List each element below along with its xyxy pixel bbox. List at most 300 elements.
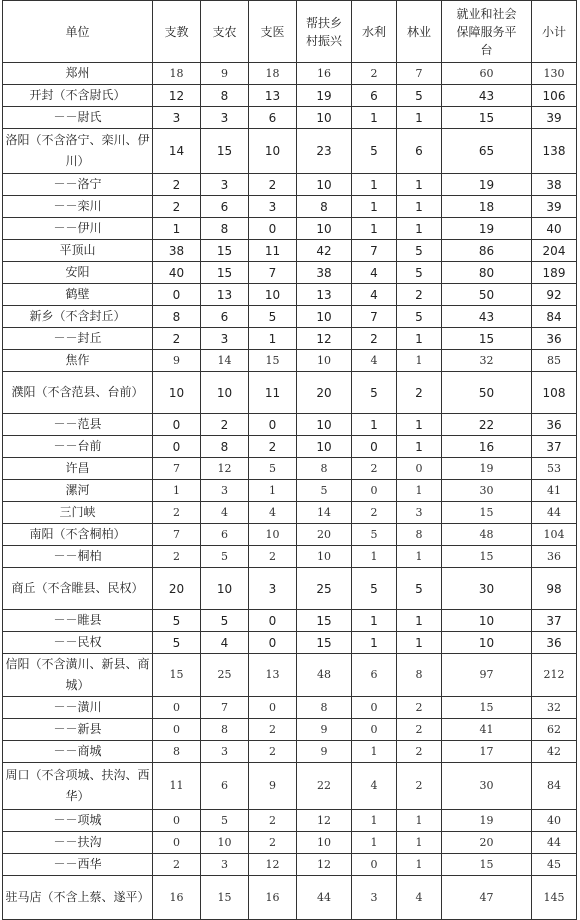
cell-unit: －－商城 — [3, 741, 153, 763]
cell-rural-revitalization: 10 — [297, 436, 352, 458]
cell-agriculture: 7 — [201, 697, 249, 719]
cell-subtotal: 36 — [532, 546, 577, 568]
table-row — [3, 63, 577, 85]
cell-unit: －－封丘 — [3, 328, 153, 350]
cell-agriculture: 6 — [201, 196, 249, 218]
cell-employment: 15 — [442, 854, 532, 876]
cell-agriculture: 3 — [201, 328, 249, 350]
cell-employment: 15 — [442, 502, 532, 524]
cell-subtotal: 32 — [532, 697, 577, 719]
cell-forestry: 1 — [397, 480, 442, 502]
cell-subtotal: 44 — [532, 502, 577, 524]
cell-forestry: 2 — [397, 719, 442, 741]
table-row — [3, 436, 577, 458]
cell-unit: 驻马店（不含上蔡、遂平） — [3, 876, 153, 920]
cell-employment: 43 — [442, 85, 532, 107]
header-agriculture: 支农 — [201, 1, 249, 63]
cell-medical: 1 — [249, 480, 297, 502]
cell-water: 2 — [352, 328, 397, 350]
cell-teaching: 38 — [153, 240, 201, 262]
cell-rural-revitalization: 9 — [297, 719, 352, 741]
table-row — [3, 174, 577, 196]
cell-water: 5 — [352, 372, 397, 414]
cell-water: 1 — [352, 107, 397, 129]
cell-teaching: 40 — [153, 262, 201, 284]
cell-rural-revitalization: 20 — [297, 524, 352, 546]
cell-rural-revitalization: 5 — [297, 480, 352, 502]
cell-subtotal: 84 — [532, 306, 577, 328]
cell-water: 1 — [352, 832, 397, 854]
cell-rural-revitalization: 48 — [297, 654, 352, 697]
cell-medical: 3 — [249, 196, 297, 218]
cell-unit: 洛阳（不含洛宁、栾川、伊川） — [3, 129, 153, 174]
cell-forestry: 1 — [397, 610, 442, 632]
cell-subtotal: 138 — [532, 129, 577, 174]
cell-teaching: 2 — [153, 546, 201, 568]
cell-subtotal: 106 — [532, 85, 577, 107]
table-row — [3, 107, 577, 129]
cell-medical: 16 — [249, 876, 297, 920]
cell-employment: 15 — [442, 328, 532, 350]
cell-agriculture: 6 — [201, 306, 249, 328]
cell-water: 4 — [352, 763, 397, 810]
cell-rural-revitalization: 23 — [297, 129, 352, 174]
cell-unit: 信阳（不含潢川、新县、商城） — [3, 654, 153, 697]
cell-subtotal: 36 — [532, 632, 577, 654]
cell-unit: －－台前 — [3, 436, 153, 458]
cell-teaching: 15 — [153, 654, 201, 697]
cell-forestry: 8 — [397, 524, 442, 546]
cell-subtotal: 42 — [532, 741, 577, 763]
cell-unit: 开封（不含尉氏） — [3, 85, 153, 107]
cell-employment: 15 — [442, 546, 532, 568]
cell-rural-revitalization: 42 — [297, 240, 352, 262]
cell-employment: 10 — [442, 632, 532, 654]
cell-water: 7 — [352, 306, 397, 328]
header-unit: 单位 — [3, 1, 153, 63]
cell-unit: 商丘（不含睢县、民权） — [3, 568, 153, 610]
cell-subtotal: 62 — [532, 719, 577, 741]
cell-employment: 19 — [442, 174, 532, 196]
cell-forestry: 1 — [397, 107, 442, 129]
cell-forestry: 1 — [397, 196, 442, 218]
table-row — [3, 654, 577, 697]
cell-water: 1 — [352, 196, 397, 218]
cell-employment: 10 — [442, 610, 532, 632]
cell-unit: 许昌 — [3, 458, 153, 480]
cell-employment: 30 — [442, 763, 532, 810]
cell-subtotal: 108 — [532, 372, 577, 414]
cell-agriculture: 5 — [201, 546, 249, 568]
cell-agriculture: 5 — [201, 810, 249, 832]
cell-forestry: 0 — [397, 458, 442, 480]
table-row — [3, 480, 577, 502]
cell-rural-revitalization: 12 — [297, 810, 352, 832]
cell-employment: 15 — [442, 107, 532, 129]
cell-teaching: 18 — [153, 63, 201, 85]
cell-water: 0 — [352, 697, 397, 719]
cell-medical: 0 — [249, 218, 297, 240]
cell-employment: 47 — [442, 876, 532, 920]
cell-medical: 10 — [249, 284, 297, 306]
cell-unit: －－睢县 — [3, 610, 153, 632]
cell-subtotal: 41 — [532, 480, 577, 502]
table-row — [3, 306, 577, 328]
table-row — [3, 697, 577, 719]
cell-subtotal: 189 — [532, 262, 577, 284]
cell-rural-revitalization: 10 — [297, 350, 352, 372]
cell-rural-revitalization: 20 — [297, 372, 352, 414]
cell-teaching: 0 — [153, 414, 201, 436]
table-row — [3, 284, 577, 306]
cell-forestry: 2 — [397, 697, 442, 719]
cell-teaching: 8 — [153, 306, 201, 328]
cell-forestry: 1 — [397, 854, 442, 876]
cell-water: 0 — [352, 480, 397, 502]
cell-employment: 15 — [442, 697, 532, 719]
cell-forestry: 1 — [397, 810, 442, 832]
cell-teaching: 12 — [153, 85, 201, 107]
cell-medical: 3 — [249, 568, 297, 610]
cell-water: 0 — [352, 436, 397, 458]
header-medical: 支医 — [249, 1, 297, 63]
cell-unit: －－栾川 — [3, 196, 153, 218]
cell-unit: 漯河 — [3, 480, 153, 502]
cell-employment: 65 — [442, 129, 532, 174]
cell-employment: 30 — [442, 568, 532, 610]
cell-teaching: 0 — [153, 436, 201, 458]
cell-medical: 6 — [249, 107, 297, 129]
cell-forestry: 1 — [397, 414, 442, 436]
cell-teaching: 2 — [153, 854, 201, 876]
cell-employment: 19 — [442, 458, 532, 480]
cell-subtotal: 37 — [532, 610, 577, 632]
cell-water: 2 — [352, 63, 397, 85]
cell-forestry: 5 — [397, 240, 442, 262]
cell-medical: 18 — [249, 63, 297, 85]
cell-teaching: 0 — [153, 697, 201, 719]
cell-rural-revitalization: 10 — [297, 218, 352, 240]
cell-water: 5 — [352, 129, 397, 174]
cell-water: 1 — [352, 741, 397, 763]
cell-teaching: 1 — [153, 480, 201, 502]
cell-agriculture: 2 — [201, 414, 249, 436]
cell-rural-revitalization: 38 — [297, 262, 352, 284]
cell-water: 6 — [352, 85, 397, 107]
cell-medical: 11 — [249, 372, 297, 414]
cell-rural-revitalization: 12 — [297, 328, 352, 350]
cell-rural-revitalization: 8 — [297, 458, 352, 480]
cell-forestry: 8 — [397, 654, 442, 697]
table-row — [3, 876, 577, 920]
cell-medical: 0 — [249, 414, 297, 436]
table-header — [3, 1, 577, 63]
cell-water: 0 — [352, 854, 397, 876]
cell-water: 1 — [352, 610, 397, 632]
cell-subtotal: 212 — [532, 654, 577, 697]
table-row — [3, 414, 577, 436]
cell-forestry: 5 — [397, 568, 442, 610]
header-water: 水利 — [352, 1, 397, 63]
cell-subtotal: 53 — [532, 458, 577, 480]
cell-agriculture: 15 — [201, 240, 249, 262]
cell-forestry: 1 — [397, 174, 442, 196]
table-row — [3, 372, 577, 414]
header-subtotal: 小计 — [532, 1, 577, 63]
cell-subtotal: 40 — [532, 218, 577, 240]
cell-unit: 安阳 — [3, 262, 153, 284]
cell-water: 7 — [352, 240, 397, 262]
cell-agriculture: 8 — [201, 436, 249, 458]
table-row — [3, 458, 577, 480]
cell-teaching: 2 — [153, 328, 201, 350]
cell-subtotal: 85 — [532, 350, 577, 372]
cell-teaching: 1 — [153, 218, 201, 240]
cell-subtotal: 98 — [532, 568, 577, 610]
cell-medical: 2 — [249, 546, 297, 568]
cell-unit: －－伊川 — [3, 218, 153, 240]
cell-agriculture: 15 — [201, 262, 249, 284]
cell-medical: 12 — [249, 854, 297, 876]
cell-unit: －－民权 — [3, 632, 153, 654]
cell-water: 1 — [352, 810, 397, 832]
cell-teaching: 3 — [153, 107, 201, 129]
cell-teaching: 9 — [153, 350, 201, 372]
cell-medical: 11 — [249, 240, 297, 262]
cell-medical: 2 — [249, 436, 297, 458]
cell-teaching: 0 — [153, 832, 201, 854]
cell-teaching: 16 — [153, 876, 201, 920]
cell-rural-revitalization: 10 — [297, 414, 352, 436]
cell-medical: 15 — [249, 350, 297, 372]
cell-medical: 9 — [249, 763, 297, 810]
cell-medical: 7 — [249, 262, 297, 284]
cell-teaching: 2 — [153, 502, 201, 524]
table-row — [3, 741, 577, 763]
table-row — [3, 196, 577, 218]
cell-medical: 5 — [249, 458, 297, 480]
cell-agriculture: 8 — [201, 719, 249, 741]
table-row — [3, 719, 577, 741]
cell-agriculture: 8 — [201, 85, 249, 107]
cell-forestry: 1 — [397, 546, 442, 568]
cell-medical: 13 — [249, 85, 297, 107]
cell-unit: －－尉氏 — [3, 107, 153, 129]
cell-rural-revitalization: 10 — [297, 832, 352, 854]
cell-teaching: 5 — [153, 610, 201, 632]
cell-teaching: 0 — [153, 719, 201, 741]
cell-subtotal: 39 — [532, 107, 577, 129]
cell-unit: 周口（不含项城、扶沟、西华） — [3, 763, 153, 810]
table-row — [3, 85, 577, 107]
cell-agriculture: 3 — [201, 174, 249, 196]
cell-teaching: 10 — [153, 372, 201, 414]
cell-agriculture: 3 — [201, 107, 249, 129]
cell-employment: 41 — [442, 719, 532, 741]
cell-water: 3 — [352, 876, 397, 920]
table-row — [3, 546, 577, 568]
cell-agriculture: 6 — [201, 524, 249, 546]
header-employment: 就业和社会保障服务平台 — [442, 1, 532, 63]
cell-water: 0 — [352, 719, 397, 741]
table-row — [3, 568, 577, 610]
cell-rural-revitalization: 8 — [297, 697, 352, 719]
cell-unit: 南阳（不含桐柏） — [3, 524, 153, 546]
cell-employment: 30 — [442, 480, 532, 502]
cell-medical: 2 — [249, 741, 297, 763]
table-row — [3, 240, 577, 262]
cell-employment: 18 — [442, 196, 532, 218]
cell-water: 4 — [352, 350, 397, 372]
table-row — [3, 632, 577, 654]
cell-medical: 2 — [249, 832, 297, 854]
cell-forestry: 5 — [397, 85, 442, 107]
table-row — [3, 350, 577, 372]
cell-employment: 20 — [442, 832, 532, 854]
cell-employment: 60 — [442, 63, 532, 85]
cell-forestry: 5 — [397, 262, 442, 284]
cell-forestry: 2 — [397, 763, 442, 810]
cell-agriculture: 10 — [201, 568, 249, 610]
cell-rural-revitalization: 8 — [297, 196, 352, 218]
cell-forestry: 3 — [397, 502, 442, 524]
cell-subtotal: 104 — [532, 524, 577, 546]
cell-subtotal: 204 — [532, 240, 577, 262]
cell-teaching: 8 — [153, 741, 201, 763]
cell-forestry: 1 — [397, 328, 442, 350]
cell-employment: 22 — [442, 414, 532, 436]
cell-water: 5 — [352, 524, 397, 546]
cell-unit: 三门峡 — [3, 502, 153, 524]
cell-medical: 0 — [249, 632, 297, 654]
cell-rural-revitalization: 10 — [297, 107, 352, 129]
cell-agriculture: 6 — [201, 763, 249, 810]
cell-unit: －－桐柏 — [3, 546, 153, 568]
cell-medical: 4 — [249, 502, 297, 524]
cell-rural-revitalization: 13 — [297, 284, 352, 306]
cell-subtotal: 84 — [532, 763, 577, 810]
cell-agriculture: 15 — [201, 876, 249, 920]
cell-subtotal: 38 — [532, 174, 577, 196]
cell-teaching: 11 — [153, 763, 201, 810]
cell-water: 1 — [352, 632, 397, 654]
cell-medical: 0 — [249, 610, 297, 632]
cell-agriculture: 3 — [201, 854, 249, 876]
cell-medical: 2 — [249, 810, 297, 832]
cell-rural-revitalization: 22 — [297, 763, 352, 810]
cell-employment: 97 — [442, 654, 532, 697]
cell-rural-revitalization: 19 — [297, 85, 352, 107]
cell-employment: 80 — [442, 262, 532, 284]
cell-agriculture: 25 — [201, 654, 249, 697]
cell-rural-revitalization: 44 — [297, 876, 352, 920]
cell-agriculture: 5 — [201, 610, 249, 632]
cell-forestry: 1 — [397, 832, 442, 854]
cell-agriculture: 14 — [201, 350, 249, 372]
cell-agriculture: 15 — [201, 129, 249, 174]
table-row — [3, 129, 577, 174]
header-rural-revitalization: 帮扶乡村振兴 — [297, 1, 352, 63]
cell-agriculture: 8 — [201, 218, 249, 240]
cell-employment: 17 — [442, 741, 532, 763]
cell-water: 1 — [352, 546, 397, 568]
cell-forestry: 1 — [397, 350, 442, 372]
cell-forestry: 2 — [397, 284, 442, 306]
table-row — [3, 218, 577, 240]
cell-forestry: 2 — [397, 372, 442, 414]
cell-medical: 13 — [249, 654, 297, 697]
cell-unit: －－潢川 — [3, 697, 153, 719]
header-forestry: 林业 — [397, 1, 442, 63]
cell-rural-revitalization: 10 — [297, 174, 352, 196]
cell-unit: －－洛宁 — [3, 174, 153, 196]
cell-forestry: 1 — [397, 436, 442, 458]
cell-unit: 焦作 — [3, 350, 153, 372]
cell-forestry: 1 — [397, 218, 442, 240]
cell-forestry: 4 — [397, 876, 442, 920]
cell-teaching: 14 — [153, 129, 201, 174]
cell-subtotal: 39 — [532, 196, 577, 218]
cell-agriculture: 10 — [201, 832, 249, 854]
cell-employment: 32 — [442, 350, 532, 372]
cell-forestry: 1 — [397, 632, 442, 654]
cell-rural-revitalization: 10 — [297, 306, 352, 328]
cell-subtotal: 130 — [532, 63, 577, 85]
cell-agriculture: 4 — [201, 632, 249, 654]
header-teaching: 支教 — [153, 1, 201, 63]
cell-unit: 鹤壁 — [3, 284, 153, 306]
cell-medical: 5 — [249, 306, 297, 328]
cell-medical: 10 — [249, 524, 297, 546]
cell-medical: 1 — [249, 328, 297, 350]
cell-rural-revitalization: 15 — [297, 632, 352, 654]
cell-water: 1 — [352, 414, 397, 436]
cell-subtotal: 45 — [532, 854, 577, 876]
table-row — [3, 328, 577, 350]
cell-medical: 2 — [249, 174, 297, 196]
cell-rural-revitalization: 25 — [297, 568, 352, 610]
cell-agriculture: 9 — [201, 63, 249, 85]
cell-forestry: 7 — [397, 63, 442, 85]
table-row — [3, 262, 577, 284]
cell-subtotal: 44 — [532, 832, 577, 854]
cell-water: 4 — [352, 284, 397, 306]
cell-forestry: 2 — [397, 741, 442, 763]
cell-employment: 16 — [442, 436, 532, 458]
cell-employment: 43 — [442, 306, 532, 328]
cell-water: 5 — [352, 568, 397, 610]
cell-teaching: 0 — [153, 810, 201, 832]
cell-subtotal: 36 — [532, 328, 577, 350]
table-row — [3, 524, 577, 546]
cell-unit: －－新县 — [3, 719, 153, 741]
cell-employment: 19 — [442, 810, 532, 832]
cell-rural-revitalization: 12 — [297, 854, 352, 876]
cell-teaching: 0 — [153, 284, 201, 306]
cell-rural-revitalization: 9 — [297, 741, 352, 763]
cell-agriculture: 12 — [201, 458, 249, 480]
cell-water: 2 — [352, 502, 397, 524]
cell-teaching: 2 — [153, 196, 201, 218]
cell-water: 1 — [352, 174, 397, 196]
cell-unit: 平顶山 — [3, 240, 153, 262]
cell-rural-revitalization: 16 — [297, 63, 352, 85]
cell-subtotal: 145 — [532, 876, 577, 920]
cell-employment: 50 — [442, 372, 532, 414]
cell-unit: 新乡（不含封丘） — [3, 306, 153, 328]
cell-employment: 48 — [442, 524, 532, 546]
table-row — [3, 763, 577, 810]
